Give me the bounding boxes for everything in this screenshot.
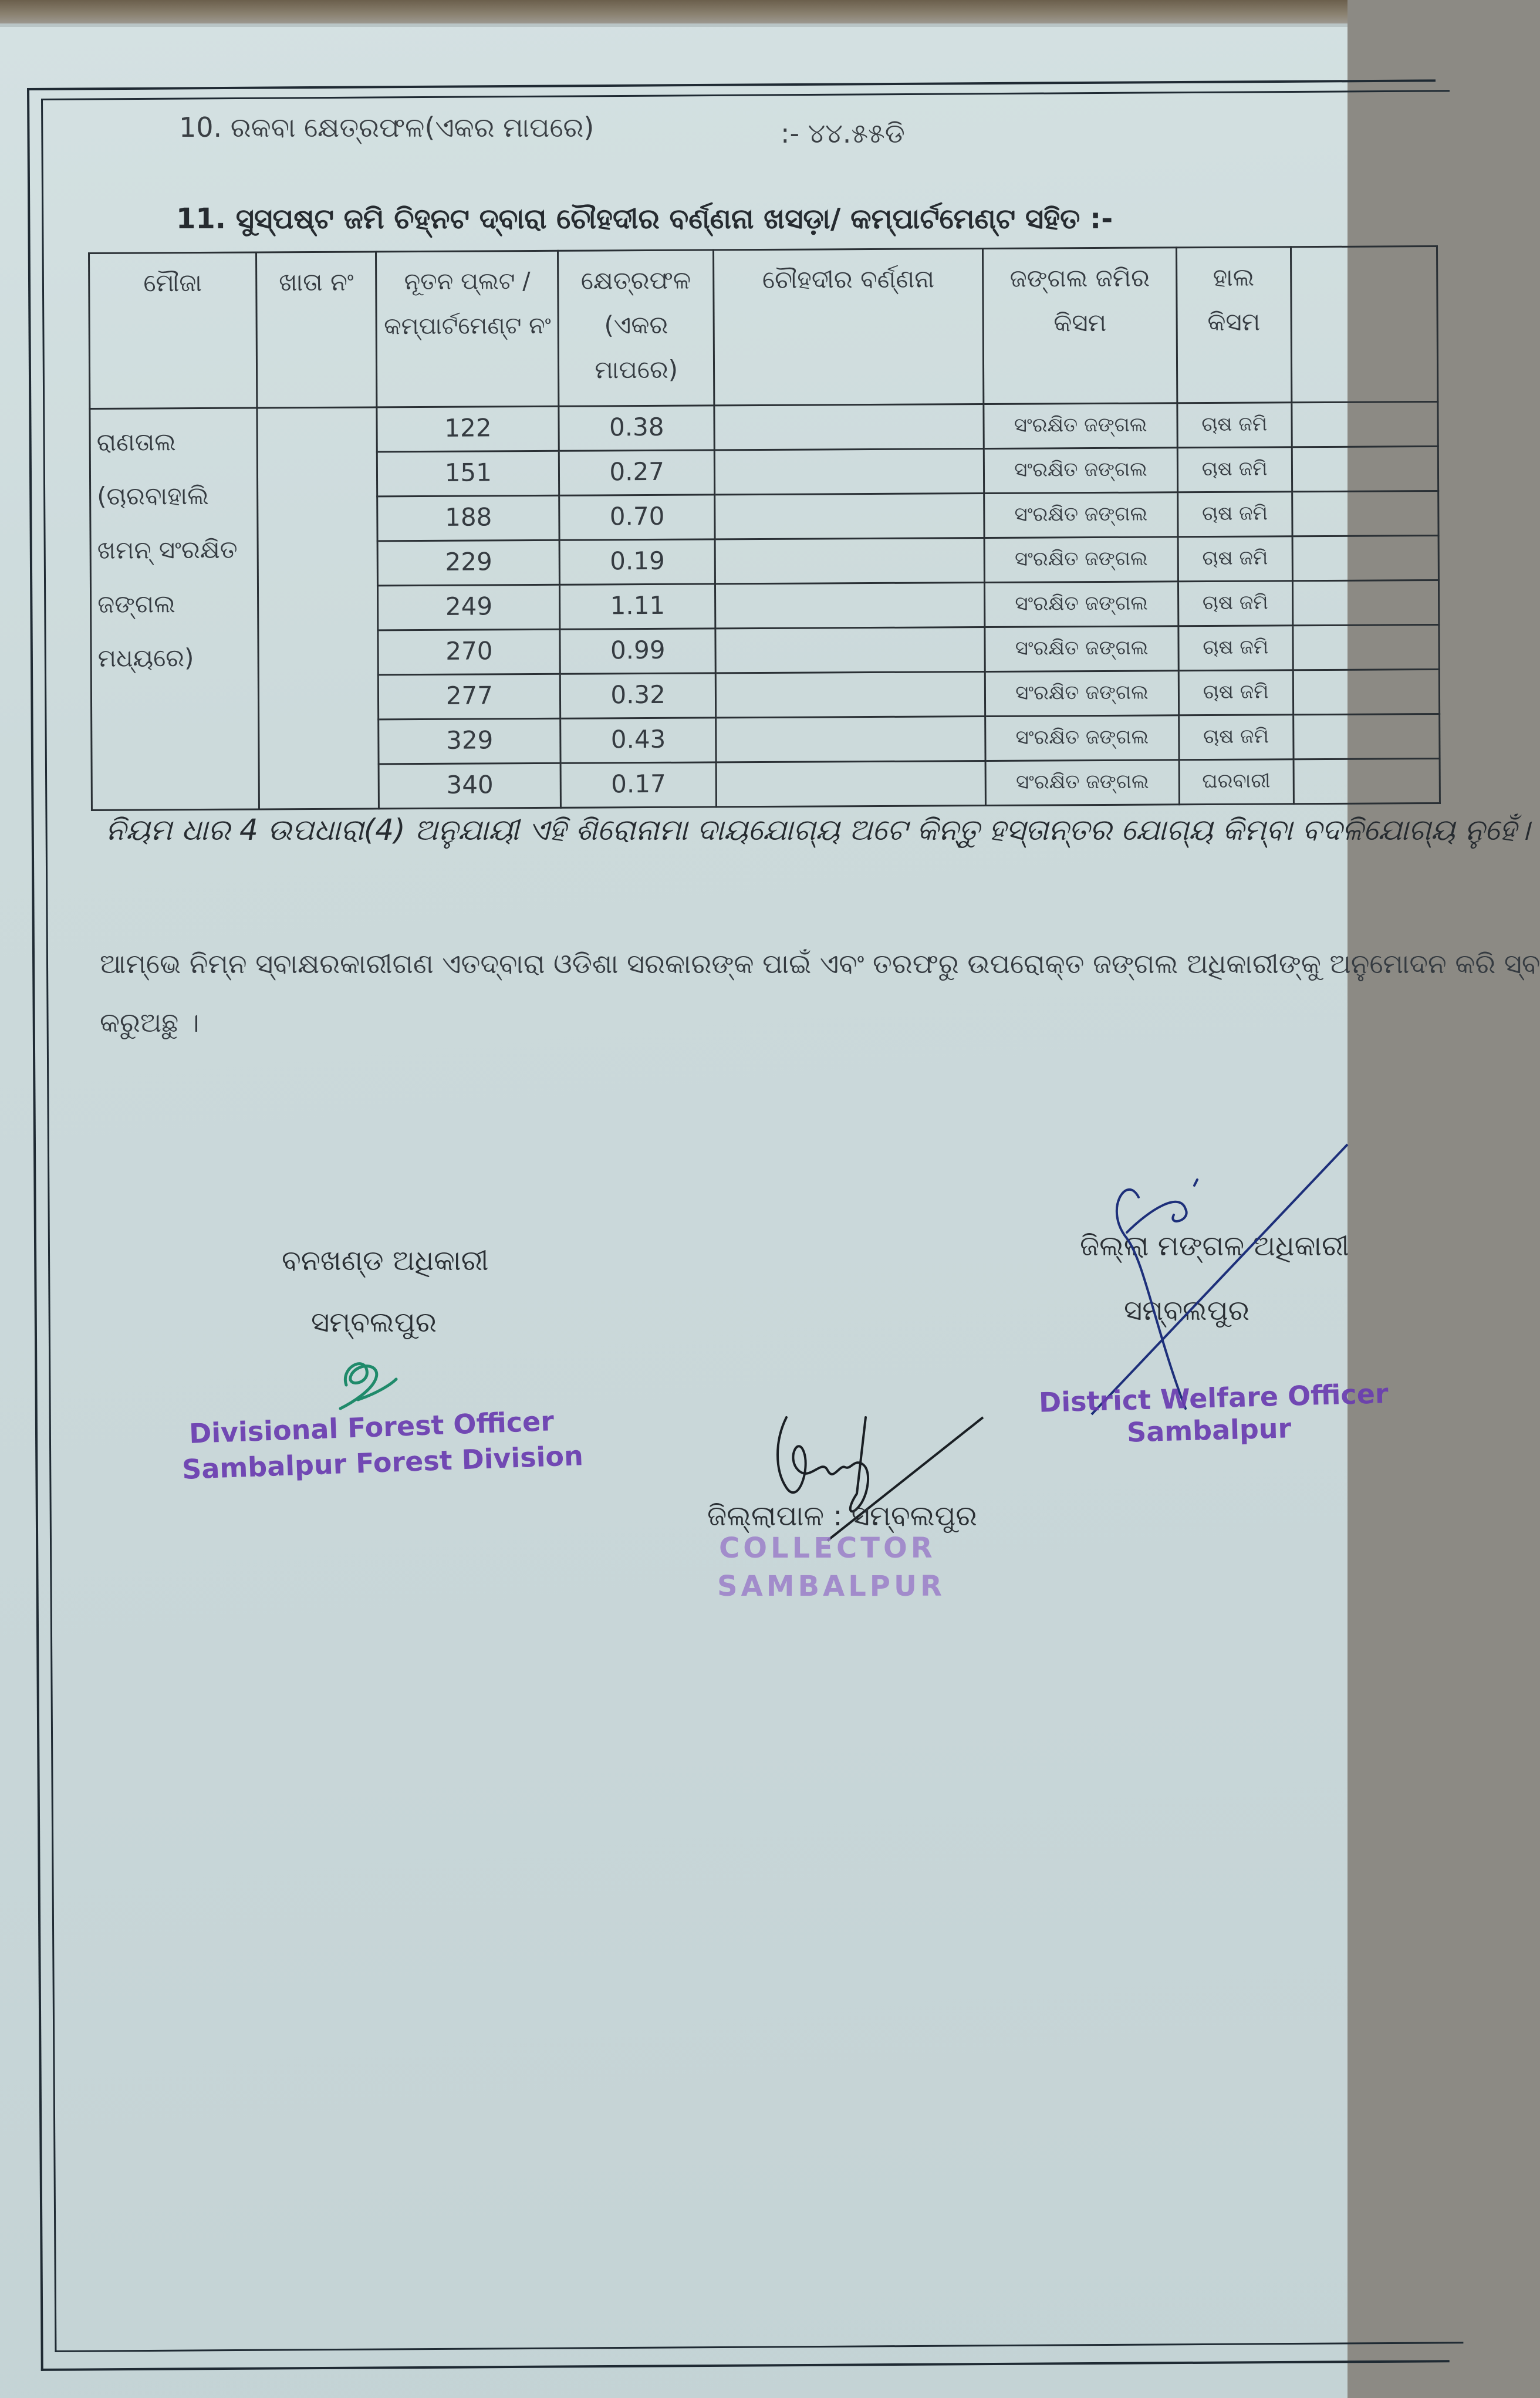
welfare-officer-stamp-line-2: Sambalpur [1126, 1412, 1292, 1448]
area-cell: 0.43 [560, 718, 716, 763]
plot-cell: 249 [378, 585, 560, 630]
cut-off-cell [1292, 491, 1438, 536]
plot-cell: 229 [378, 540, 560, 586]
plot-cell: 151 [377, 451, 559, 497]
mouza-line: (ଚାରବାହାଲି [97, 481, 209, 511]
table-row [90, 401, 1438, 453]
col-header-plot: ନୂତନ ପ୍ଲଟ / କମ୍ପାର୍ଟମେଣ୍ଟ ନଂ [376, 251, 559, 407]
mouza-line: ଜଙ୍ଗଲ ମଧ୍ୟରେ) [97, 589, 194, 673]
item-10-value: :- ୪୪.୫୫ଡି [781, 117, 905, 149]
dfo-place: ସମ୍ବଲପୁର [311, 1306, 437, 1339]
khata-cell [257, 407, 379, 809]
current-type-cell: ଚାଷ ଜମି [1178, 581, 1292, 626]
mouza-line: ରାଣତାଲ [96, 427, 176, 457]
collector-stamp-line-2: SAMBALPUR [717, 1570, 945, 1603]
boundary-table [88, 245, 1441, 811]
cut-off-cell [1292, 535, 1439, 580]
col-header-khata: ଖାତା ନଂ [256, 252, 377, 408]
boundary-cell [714, 449, 984, 495]
col-header-current-type: ହାଲ କିସମ [1176, 247, 1291, 403]
area-cell: 0.38 [559, 406, 714, 451]
plot-cell: 188 [377, 495, 559, 541]
current-type-cell: ଚାଷ ଜମି [1178, 715, 1293, 760]
col-header-boundary: ଚୌହଦୀର ବର୍ଣ୍ଣନା [714, 249, 984, 406]
declaration-line-1: ଆମ୍ଭେ ନିମ୍ନ ସ୍ବାକ୍ଷରକାରୀଗଣ ଏତଦ୍ବାରା ଓଡିଶା ସରକାରଙ୍କ ପାଇଁ ଏବଂ ତରଫରୁ ଉପରୋକ୍ତ ଜଙ୍ଗଲ ଅଧିକାରୀଙ୍କୁ ଅନୁମୋଦନ କରି ସ୍ବ [100, 948, 1540, 980]
area-cell: 0.70 [559, 495, 715, 540]
boundary-cell [715, 538, 985, 584]
current-type-cell: ଚାଷ ଜମି [1178, 670, 1293, 715]
current-type-cell: ଚାଷ ଜମି [1178, 626, 1293, 671]
current-type-cell: ଚାଷ ଜମି [1177, 403, 1292, 448]
dfo-title: ବନଖଣ୍ଡ ଅଧିକାରୀ [282, 1244, 489, 1277]
area-cell: 0.19 [559, 539, 715, 585]
forest-type-cell: ସଂରକ୍ଷିତ ଜଙ୍ଗଲ [985, 626, 1178, 672]
plot-cell: 277 [379, 674, 560, 720]
item-11-heading: 11. ସୁସ୍ପଷ୍ଟ ଜମି ଚିହ୍ନଟ ଦ୍ବାରା ଚୌହଦୀର ବର୍ଣ୍ଣନା ଖସଡ଼ା/ କମ୍ପାର୍ଟମେଣ୍ଟ ସହିତ :- [176, 202, 1113, 235]
cut-off-cell [1292, 446, 1438, 491]
current-type-cell: ଚାଷ ଜମି [1177, 492, 1292, 537]
col-header-area: କ୍ଷେତ୍ରଫଳ (ଏକର ମାପରେ) [558, 250, 714, 406]
forest-type-cell: ସଂରକ୍ଷିତ ଜଙ୍ଗଲ [985, 582, 1178, 627]
cut-off-cell [1293, 669, 1440, 714]
forest-type-cell: ସଂରକ୍ଷିତ ଜଙ୍ଗଲ [985, 671, 1179, 717]
forest-type-cell: ସଂରକ୍ଷିତ ଜଙ୍ଗଲ [984, 403, 1177, 449]
forest-type-cell: ସଂରକ୍ଷିତ ଜଙ୍ଗଲ [985, 715, 1179, 761]
current-type-cell: ଘରବାରୀ [1179, 759, 1294, 805]
table-header-row [89, 246, 1438, 408]
area-cell: 0.99 [560, 629, 715, 674]
col-header-mouza: ମୌଜା [89, 252, 257, 408]
dfo-stamp-line-1: Divisional Forest Officer [188, 1405, 555, 1450]
forest-type-cell: ସଂରକ୍ଷିତ ଜଙ୍ଗଲ [984, 492, 1178, 538]
boundary-cell [714, 404, 984, 450]
mouza-line: ଖମନ୍ ସଂରକ୍ଷିତ [97, 535, 238, 565]
collector-title: ଜିଲ୍ଲାପାଳ : ସମ୍ବଲପୁର [707, 1499, 977, 1532]
mouza-cell [90, 408, 259, 810]
welfare-officer-title: ଜିଲ୍ଲା ମଙ୍ଗଳ ଅଧିକାରୀ [1080, 1230, 1349, 1262]
forest-type-cell: ସଂରକ୍ଷିତ ଜଙ୍ଗଲ [985, 760, 1179, 806]
dfo-signature [335, 1344, 405, 1414]
cut-off-cell [1292, 624, 1439, 670]
area-cell: 0.27 [559, 450, 715, 495]
welfare-officer-stamp-line-1: District Welfare Officer [1038, 1377, 1389, 1418]
plot-cell: 122 [377, 406, 559, 452]
plot-cell: 329 [379, 718, 560, 764]
plot-cell: 270 [378, 629, 560, 675]
welfare-officer-place: ସମ୍ବଲପୁର [1124, 1294, 1249, 1327]
current-type-cell: ଚାଷ ଜମି [1177, 447, 1292, 492]
cut-off-cell [1291, 401, 1438, 447]
col-header-cut-off [1291, 246, 1438, 402]
forest-type-cell: ସଂରକ୍ଷିତ ଜଙ୍ଗଲ [984, 448, 1178, 494]
plot-cell: 340 [379, 763, 561, 809]
cut-off-cell [1293, 714, 1440, 759]
collector-stamp-line-1: COLLECTOR [719, 1532, 936, 1565]
declaration-line-2: କରୁଅଛୁ । [100, 1007, 200, 1038]
boundary-cell [715, 672, 985, 718]
boundary-cell [715, 494, 985, 539]
boundary-cell [716, 761, 986, 807]
dfo-stamp-line-2: Sambalpur Forest Division [181, 1440, 584, 1485]
area-cell: 0.32 [560, 673, 716, 718]
boundary-cell [715, 627, 985, 673]
boundary-cell [716, 717, 986, 762]
area-cell: 0.17 [560, 762, 716, 808]
area-cell: 1.11 [560, 584, 715, 629]
rule-note: ନିୟମ ଧାର 4 ଉପଧାରା(4) ଅନୁଯାୟୀ ଏହି ଶିରୋନାମା ଦାୟଯୋଗ୍ୟ ଅଟେ କିନ୍ତୁ ହସ୍ତାନ୍ତର ଯୋଗ୍ୟ କିମ୍ବା ବଦଳିଯୋଗ୍ୟ ନୁହେଁ। [106, 813, 1530, 847]
col-header-forest-type: ଜଙ୍ଗଲ ଜମିର କିସମ [983, 248, 1177, 404]
boundary-cell [715, 583, 985, 629]
cut-off-cell [1292, 580, 1439, 625]
forest-type-cell: ସଂରକ୍ଷିତ ଜଙ୍ଗଲ [984, 537, 1178, 583]
current-type-cell: ଚାଷ ଜମି [1178, 536, 1292, 582]
cut-off-cell [1294, 758, 1440, 803]
item-10-label: 10. ରକବା କ୍ଷେତ୍ରଫଳ(ଏକର ମାପରେ) [179, 112, 595, 143]
